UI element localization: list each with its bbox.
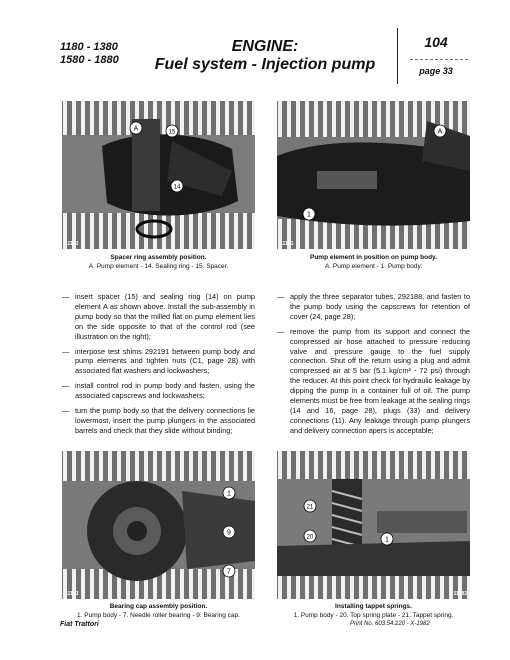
instruction-item: — turn the pump body so that the delivery connections lie lowermost, insert the pump plungers in the associated barrels and check that they slide without binding;	[62, 406, 255, 436]
title-line-2: Fuel system - Injection pump	[154, 56, 376, 73]
caption-title-3: Bearing cap assembly position.	[109, 603, 208, 610]
right-column	[277, 292, 470, 441]
figure-photo-3	[62, 451, 255, 599]
callout-4-b: 20	[306, 534, 314, 541]
caption-text-1: A. Pump element - 14. Sealing ring - 15. Spacer.	[88, 263, 229, 270]
figure-caption-2	[277, 253, 470, 271]
caption-text-2: A. Pump element - 1. Pump body.	[324, 263, 423, 270]
instruction-item: — install control rod in pump body and fasten, using the associated capscrews and lockwashers;	[62, 381, 255, 401]
model-numbers	[60, 41, 119, 67]
instruction-item: — remove the pump from its support and connect the compressed air hose attached to pressure reducing valve and pressure gauge to the fuel supply connection. Shut off the return using a plug and admit compressed air at 5 bar (5.1 kg/cm² - 72 psi) through the reducer. At this point check for hydraulic leakage by dipping the pump in a container full of oil. The pump elements must be free from leakage at the sealing rings (14 and 16, page 28), plugs (33) and delivery connections (11). Any leakage through pump plungers and delivery connection apers is acceptable;	[277, 327, 470, 436]
page-reference: page 33	[419, 66, 453, 76]
figure-photo-4	[277, 451, 470, 599]
figure-1-id: 11122	[65, 241, 79, 247]
callout-3-b: 9	[227, 529, 231, 537]
model-line-1: 1180 - 1380	[60, 41, 118, 53]
page-title	[150, 38, 380, 74]
left-column	[62, 292, 255, 441]
callout-1-c: 14	[173, 184, 181, 191]
figure-3-id: 11183	[65, 591, 79, 597]
caption-title-4: Installing tappet springs.	[335, 603, 412, 610]
instruction-item: — insert spacer (15) and sealing ring (14) on pump element A as shown above. Install the sub-assembly in pump body so that the milled flat on pump element lies on the side opposite to that of the control rod (see illustration on the right);	[62, 292, 255, 342]
caption-text-4: 1. Pump body - 20. Top spring plate - 21. Tappet spring.	[293, 612, 454, 619]
callout-1-b: 15	[168, 129, 176, 136]
figure-caption-4	[277, 602, 470, 620]
callout-1-a: A	[133, 125, 139, 133]
callout-2-b: 1	[307, 211, 311, 219]
figure-photo-2	[277, 101, 470, 249]
figure-2-id: 11181	[280, 241, 294, 247]
footer-print-number: Print No. 603.54.220 - X-1982	[350, 621, 430, 627]
header-divider	[397, 28, 398, 84]
figure-photo-1	[62, 101, 255, 249]
callout-3-a: 1	[227, 490, 231, 498]
callout-4-a: 21	[306, 504, 314, 511]
model-line-2: 1580 - 1880	[60, 54, 119, 66]
instruction-item: — apply the three separator tubes, 292188, and fasten to the pump body using the capscrews for retention of cover (24, page 28);	[277, 292, 470, 322]
instruction-item: — interpose test shims 292191 between pump body and pump elements and tighten nuts (C1, page 28) with associated flat washers and lockwashers;	[62, 347, 255, 377]
footer-brand: Fiat Trattori	[60, 621, 99, 628]
caption-text-3: 1. Pump body - 7. Needle roller bearing - 9. Bearing cap.	[77, 612, 240, 619]
figure-caption-1	[62, 253, 255, 271]
title-line-1: ENGINE:	[231, 38, 299, 55]
caption-title-1: Spacer ring assembly position.	[110, 254, 207, 261]
callout-3-c: 7	[227, 568, 231, 576]
caption-title-2: Pump element in position on pump body.	[310, 254, 437, 261]
callout-4-c: 1	[385, 536, 389, 544]
figure-caption-3	[62, 602, 255, 620]
page-number: 104	[424, 34, 448, 50]
callout-2-a: A	[437, 128, 443, 136]
page-ref-divider	[410, 59, 468, 60]
figure-4-id: 11182	[453, 591, 467, 597]
